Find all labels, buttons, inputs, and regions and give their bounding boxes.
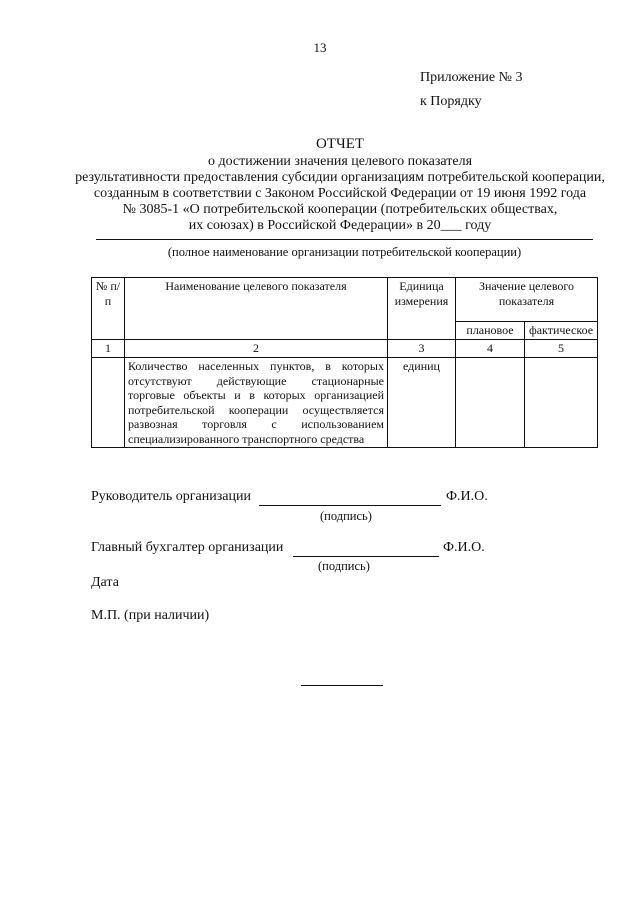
- report-title-main: ОТЧЕТ: [315, 136, 365, 152]
- column-number: 2: [125, 340, 388, 358]
- header-unit: Единица измерения: [388, 278, 456, 340]
- closing-line: [301, 685, 383, 686]
- accountant-signature-caption: (подпись): [318, 559, 370, 573]
- report-title-line-3: созданным в соответствии с Законом Российской Федерации от 19 июня 1992 года: [93, 186, 587, 201]
- date-label: Дата: [91, 575, 119, 590]
- table-header-row: [92, 278, 598, 322]
- report-title: [60, 134, 620, 234]
- row-actual-value: [525, 358, 598, 448]
- report-title-line-5: их союзах) в Российской Федерации» в 20___ году: [188, 218, 492, 233]
- appendix-reference: [420, 66, 523, 114]
- header-actual: фактическое: [525, 322, 598, 340]
- row-num: [92, 358, 125, 448]
- report-title-line-2: результативности предоставления субсидии организациям потребительской кооперации,: [75, 170, 605, 185]
- org-name-caption: (полное наименование организации потребительской кооперации): [167, 245, 522, 259]
- seal-label: М.П. (при наличии): [91, 608, 210, 623]
- row-unit: единиц: [388, 358, 456, 448]
- org-name-line: [96, 239, 593, 240]
- accountant-signature-label: Главный бухгалтер организации: [91, 540, 284, 555]
- column-number: 3: [388, 340, 456, 358]
- indicator-table: [91, 277, 598, 448]
- column-number: 5: [525, 340, 598, 358]
- column-number: 4: [456, 340, 525, 358]
- accountant-signature-line: [293, 556, 439, 557]
- row-indicator-name: Количество населенных пунктов, в которых отсутствуют действующие стационарные торговые объекты и в которых организацией потребительской кооперации осуществляется развозная торговля с использованием специализированного транспортного средства: [125, 358, 388, 448]
- table-column-numbers-row: [92, 340, 598, 358]
- header-value: Значение целевого показателя: [456, 278, 598, 322]
- head-signature-label: Руководитель организации: [91, 489, 251, 504]
- table-row: [92, 358, 598, 448]
- head-fio: Ф.И.О.: [446, 489, 488, 504]
- report-title-line-1: о достижении значения целевого показателя: [207, 154, 473, 169]
- head-signature-caption: (подпись): [320, 509, 372, 523]
- appendix-line-2: к Порядку: [420, 94, 482, 109]
- header-name: Наименование целевого показателя: [125, 278, 388, 340]
- column-number: 1: [92, 340, 125, 358]
- appendix-line-1: Приложение № 3: [420, 70, 523, 85]
- page-number: 13: [313, 40, 327, 55]
- header-planned: плановое: [456, 322, 525, 340]
- header-num: № п/п: [92, 278, 125, 340]
- row-planned-value: [456, 358, 525, 448]
- report-title-line-4: № 3085-1 «О потребительской кооперации (потребительских обществах,: [122, 202, 558, 217]
- head-signature-line: [259, 505, 441, 506]
- accountant-fio: Ф.И.О.: [443, 540, 485, 555]
